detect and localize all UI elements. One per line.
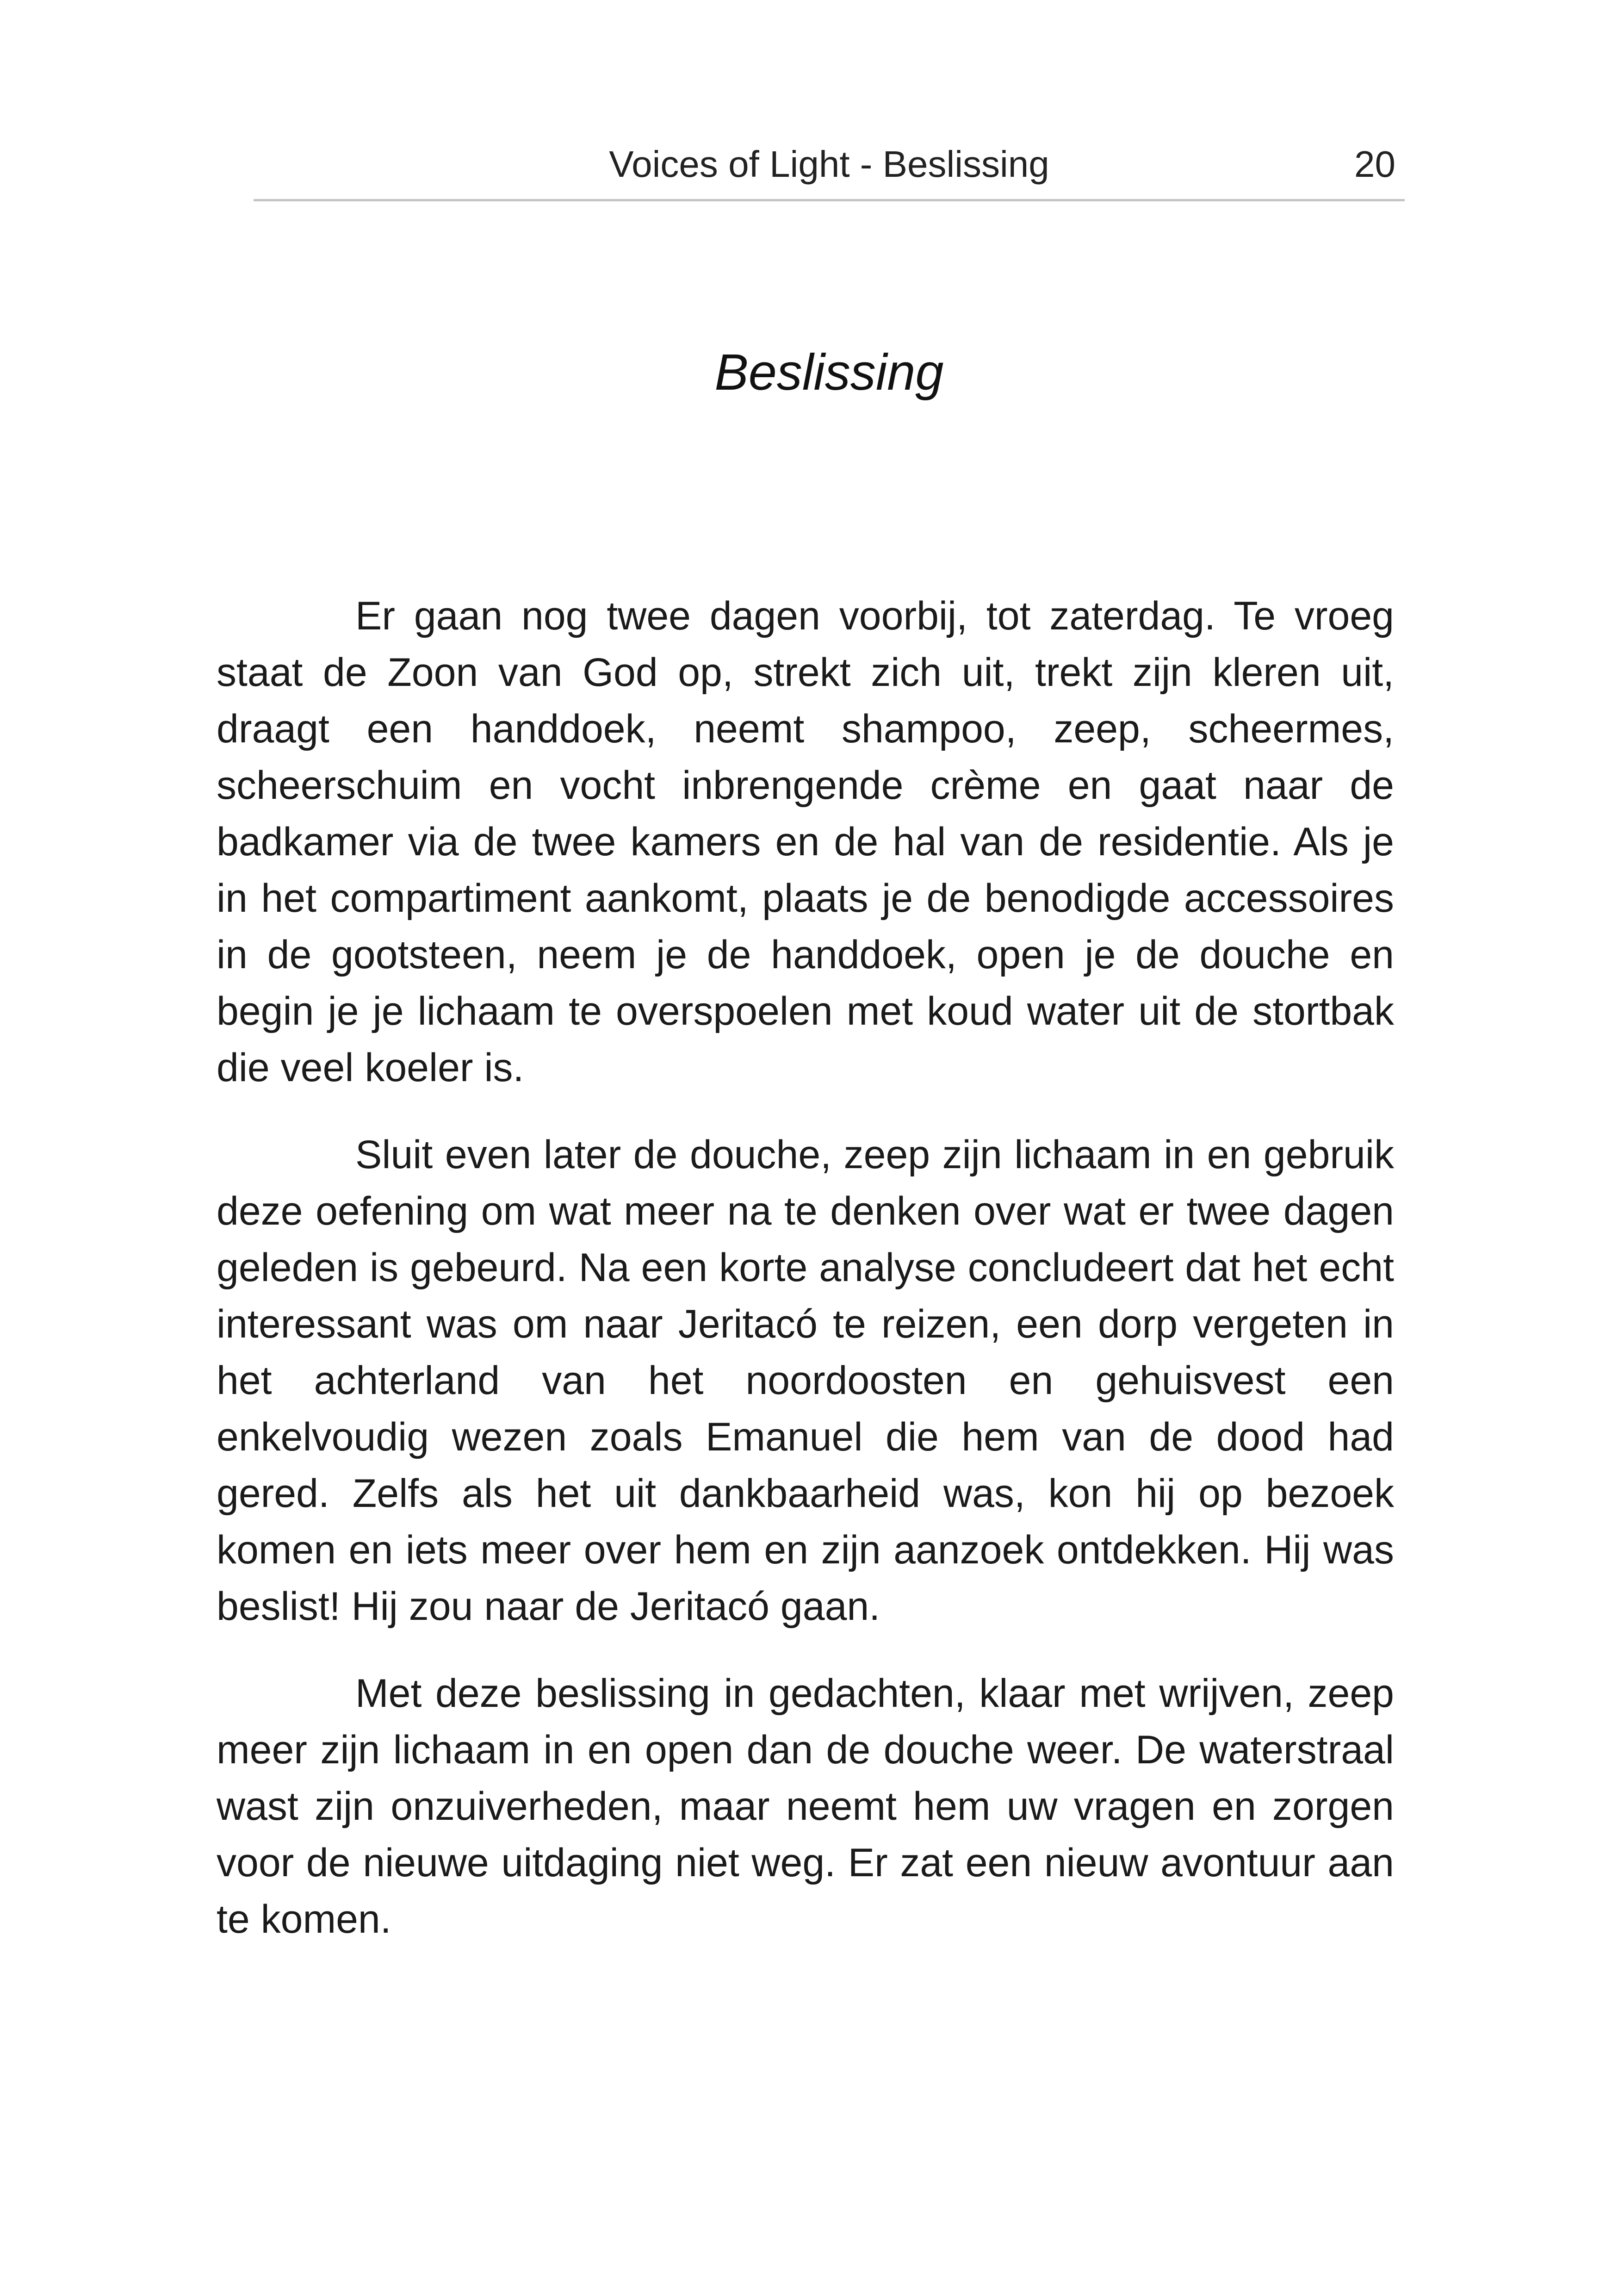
page-header [254, 132, 1405, 201]
paragraph: Sluit even later de douche, zeep zijn lichaam in en gebruik deze oefening om wat meer na te denken over wat er twee dagen geleden is gebeurd. Na een korte analyse concludeert dat het echt interessant was om naar Jeritacó te reizen, een dorp vergeten in het achterland van het noordoosten en gehuisvest een enkelvoudig wezen zoals Emanuel die hem van de dood had gered. Zelfs als het uit dankbaarheid was, kon hij op bezoek komen en iets meer over hem en zijn aanzoek ontdekken. Hij was beslist! Hij zou naar de Jeritacó gaan. [217, 1132, 1394, 1629]
header-divider [254, 199, 1405, 201]
paragraph: Met deze beslissing in gedachten, klaar met wrijven, zeep meer zijn lichaam in en open dan de douche weer. De waterstraal wast zijn onzuiverheden, maar neemt hem uw vragen en zorgen voor de nieuwe uitdaging niet weg. Er zat een nieuw avontuur aan te komen. [217, 1671, 1394, 1941]
paragraph: Er gaan nog twee dagen voorbij, tot zaterdag. Te vroeg staat de Zoon van God op, strekt zich uit, trekt zijn kleren uit, draagt een handdoek, neemt shampoo, zeep, scheermes, scheerschuim en vocht inbrengende crème en gaat naar de badkamer via de twee kamers en de hal van de residentie. Als je in het compartiment aankomt, plaats je de benodigde accessoires in de gootsteen, neem je de handdoek, open je de douche en begin je je lichaam te overspoelen met koud water uit de stortbak die veel koeler is. [217, 594, 1394, 1090]
page-number: 20 [1354, 143, 1395, 185]
chapter-title: Beslissing [714, 344, 944, 401]
running-title: Voices of Light - Beslissing [609, 143, 1049, 185]
body-text [217, 588, 1394, 1978]
